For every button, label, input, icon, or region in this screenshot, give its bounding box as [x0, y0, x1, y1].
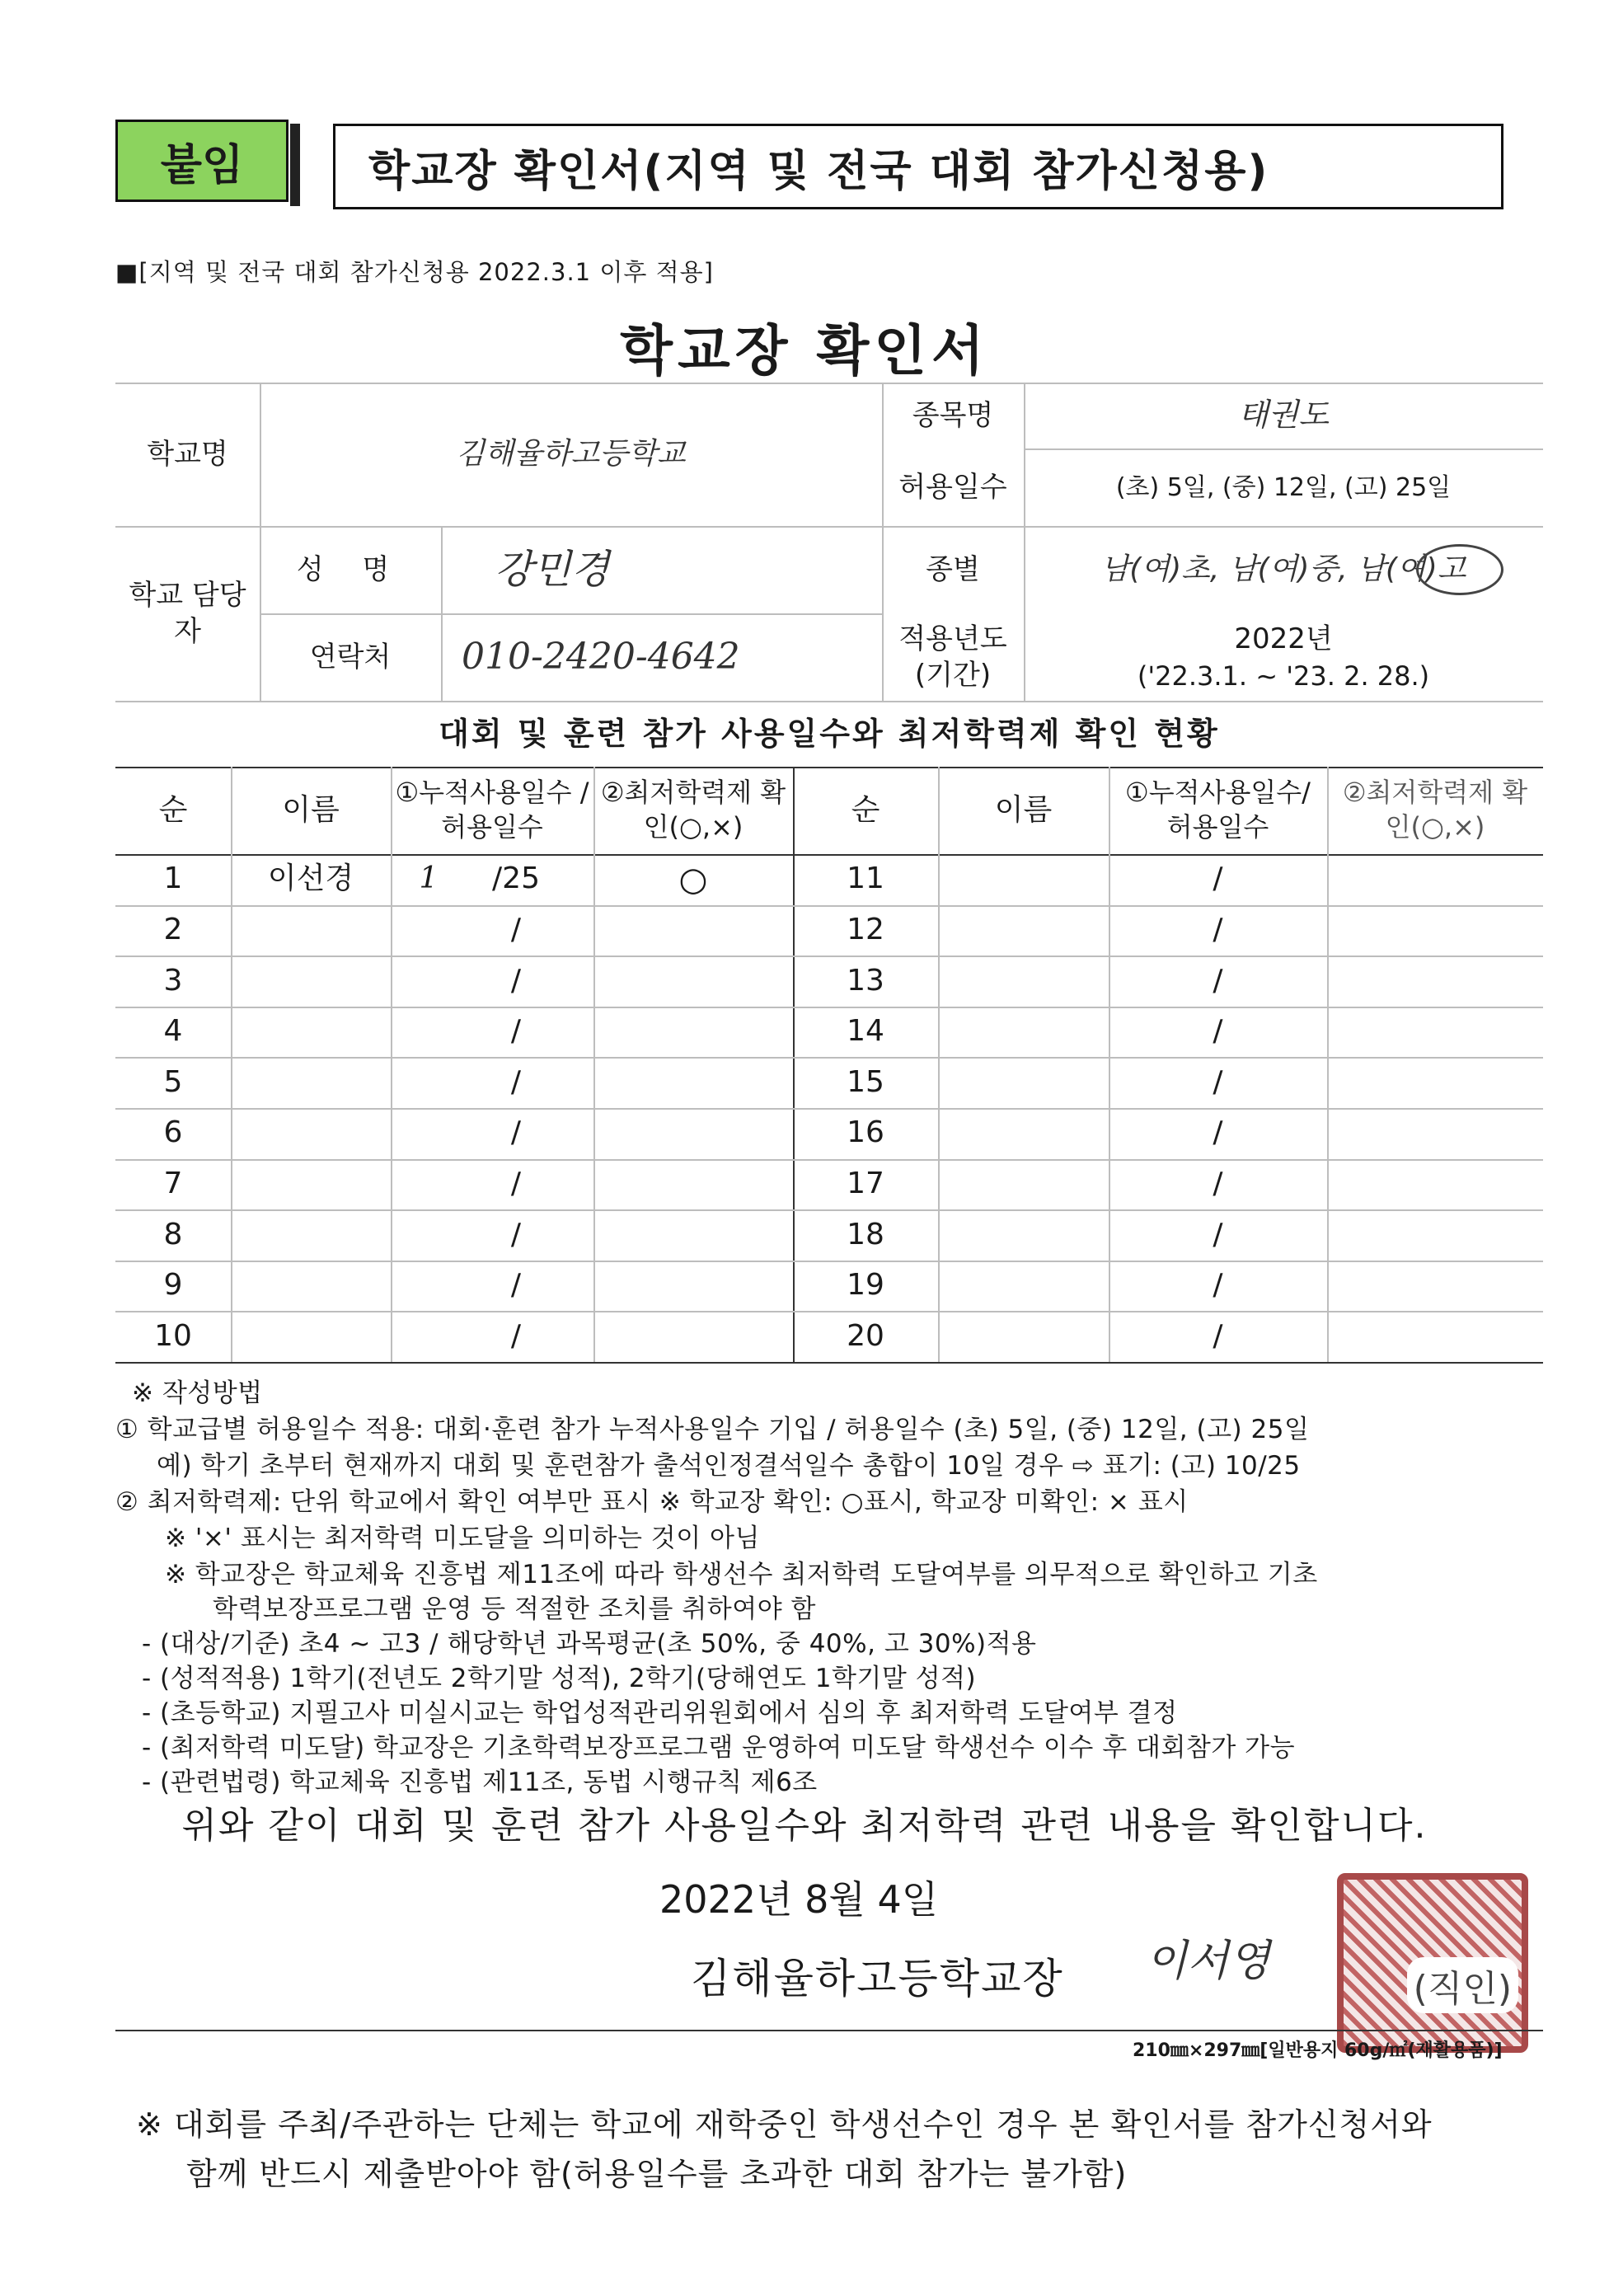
selection-circle: [1416, 544, 1503, 595]
row-allowed-days-right: /: [1213, 862, 1223, 896]
confirmation-date: 2022년 8월 4일: [659, 1877, 939, 1922]
info-vline: [441, 526, 443, 701]
footer-line-1: ※ 대회를 주최/주관하는 단체는 학교에 재학중인 학생선수인 경우 본 확인서를 참가신청서와: [136, 2106, 1433, 2143]
row-check: [593, 1261, 793, 1312]
row-name: [231, 955, 391, 1007]
col-header-check: ②최저학력제 확인(○,×): [600, 777, 786, 843]
col-header-num: 순: [158, 792, 188, 827]
row-num: 2: [163, 912, 183, 946]
contact-label: 연락처: [309, 640, 392, 674]
row-allowed-days-right: /: [1213, 1217, 1223, 1251]
row-name: [231, 1007, 391, 1058]
note-line-6: 학력보장프로그램 운영 등 적절한 조치를 취하여야 함: [213, 1594, 816, 1624]
note-line-5: ※ 학교장은 학교체육 진흥법 제11조에 따라 학생선수 최저학력 도달여부를 의무적으로 확인하고 기초: [165, 1560, 1318, 1589]
row-name: [231, 1261, 391, 1312]
row-used-days: [391, 1261, 467, 1312]
allowed-days-label: 허용일수: [898, 470, 1007, 504]
row-allowed-days-right: /: [1213, 1115, 1223, 1150]
row-allowed-days: /: [510, 1064, 522, 1099]
name-value: 강민경: [495, 546, 610, 593]
footer-line-2: 함께 반드시 제출받아야 함(허용일수를 초과한 대회 참가는 불가함): [186, 2156, 1128, 2192]
row-name: [231, 1159, 391, 1210]
row-allowed-days-right: /: [1213, 1014, 1223, 1049]
col-header-days: ①누적사용일수 /허용일수: [395, 777, 589, 843]
year-value: 2022년: [1234, 622, 1333, 655]
row-num: 7: [163, 1166, 183, 1200]
row-used-days: [391, 1057, 467, 1108]
note-line-9: - (초등학교) 지필고사 미실시교는 학업성적관리위원회에서 심의 후 최저학력 도달여부 결정: [142, 1698, 1178, 1728]
row-check: [593, 955, 793, 1007]
person-in-charge-label: 학교 담당자: [129, 578, 246, 648]
row-name: [231, 1057, 391, 1108]
row-allowed-days: /: [510, 1318, 522, 1353]
notes-heading: ※ 작성방법: [132, 1378, 263, 1408]
col-header-name-right: 이름: [994, 792, 1053, 827]
school-name-label: 학교명: [147, 437, 228, 471]
usage-vline: [1327, 767, 1329, 1362]
event-label: 종목명: [912, 398, 994, 432]
allowed-days-value: (초) 5일, (중) 12일, (고) 25일: [1115, 472, 1452, 502]
period-value: ('22.3.1. ~ '23. 2. 28.): [1137, 660, 1430, 693]
note-line-3: ② 최저학력제: 단위 학교에서 확인 여부만 표시 ※ 학교장 확인: ○표시, 학교장 미확인: × 표시: [115, 1487, 1189, 1517]
applies-notice: ■[지역 및 전국 대회 참가신청용 2022.3.1 이후 적용]: [115, 258, 714, 286]
signature-divider: [115, 2030, 1543, 2031]
row-name: [231, 1209, 391, 1261]
row-allowed-days: /: [510, 912, 522, 946]
row-check: ○: [678, 860, 708, 899]
row-name: [231, 1108, 391, 1159]
official-seal-icon: [1337, 1873, 1528, 2053]
attachment-badge: 붙임: [115, 120, 288, 202]
row-num-right: 17: [847, 1166, 884, 1200]
row-num-right: 12: [847, 912, 884, 946]
row-allowed-days: /25: [492, 862, 540, 896]
col-header-num-right: 순: [851, 792, 880, 827]
col-header-days-right: ①누적사용일수/ 허용일수: [1125, 777, 1311, 843]
row-num-right: 16: [847, 1115, 884, 1150]
row-check: [593, 1057, 793, 1108]
usage-table-title: 대회 및 훈련 참가 사용일수와 최저학력제 확인 현황: [439, 716, 1220, 753]
note-line-1: ① 학교급별 허용일수 적용: 대회·훈련 참가 누적사용일수 기입 / 허용일수 (초) 5일, (중) 12일, (고) 25일: [115, 1415, 1310, 1444]
contact-value: 010-2420-4642: [462, 636, 740, 678]
year-label: 적용년도 (기간): [898, 622, 1007, 692]
row-used-days: [391, 1108, 467, 1159]
row-allowed-days: /: [510, 1166, 522, 1200]
row-num-right: 15: [847, 1064, 884, 1099]
seal-label: (직인): [1407, 1957, 1518, 2013]
row-num-right: 20: [847, 1318, 884, 1353]
row-num-right: 19: [847, 1268, 884, 1303]
row-num: 9: [163, 1268, 183, 1303]
school-name-value: 김해율하고등학교: [456, 436, 686, 471]
row-allowed-days-right: /: [1213, 1318, 1223, 1353]
row-allowed-days-right: /: [1213, 912, 1223, 946]
row-name: [231, 1311, 391, 1362]
row-check: [593, 1209, 793, 1261]
row-name: 이선경: [267, 862, 354, 896]
principal-signature: 이서영: [1146, 1937, 1270, 1986]
row-allowed-days-right: /: [1213, 1064, 1223, 1099]
row-num: 1: [163, 862, 183, 896]
event-value: 태권도: [1237, 397, 1330, 434]
col-header-check-right: ②최저학력제 확인(○,×): [1342, 777, 1528, 843]
note-line-10: - (최저학력 미도달) 학교장은 기초학력보장프로그램 운영하여 미도달 학생선수 이수 후 대회참가 가능: [142, 1733, 1296, 1763]
note-line-11: - (관련법령) 학교체육 진흥법 제11조, 동법 시행규칙 제6조: [142, 1768, 818, 1797]
page-title: 학교장 확인서: [620, 319, 989, 383]
row-used-days: [391, 1311, 467, 1362]
note-line-4: ※ '×' 표시는 최저학력 미도달을 의미하는 것이 아님: [165, 1524, 760, 1553]
row-allowed-days: /: [510, 1115, 522, 1150]
note-line-2: 예) 학기 초부터 현재까지 대회 및 훈련참가 출석인정결석일수 총합이 10일 경우 ⇨ 표기: (고) 10/25: [157, 1451, 1301, 1481]
name-label: 성 명: [296, 552, 405, 586]
principal-title: 김해율하고등학교장: [691, 1955, 1064, 2003]
row-num: 10: [154, 1318, 192, 1353]
row-allowed-days: /: [510, 963, 522, 998]
row-allowed-days: /: [510, 1268, 522, 1303]
row-num: 3: [163, 963, 183, 998]
row-num: 8: [163, 1217, 183, 1251]
col-header-name: 이름: [282, 792, 340, 827]
row-used-days: [391, 1007, 467, 1058]
row-check: [593, 1108, 793, 1159]
document-header-title: 학교장 확인서(지역 및 전국 대회 참가신청용): [333, 124, 1503, 209]
row-allowed-days-right: /: [1213, 1166, 1223, 1200]
note-line-8: - (성적적용) 1학기(전년도 2학기말 성적), 2학기(당해연도 1학기말 성적): [142, 1664, 977, 1693]
category-label: 종별: [926, 552, 980, 586]
row-allowed-days-right: /: [1213, 963, 1223, 998]
row-allowed-days: /: [510, 1217, 522, 1251]
row-used-days: [391, 1159, 467, 1210]
row-allowed-days: /: [510, 1014, 522, 1049]
row-num-right: 13: [847, 963, 884, 998]
usage-vline: [938, 767, 940, 1362]
row-num-right: 14: [847, 1014, 884, 1049]
row-check: [593, 905, 793, 956]
row-num-right: 11: [847, 862, 884, 896]
confirmation-statement: 위와 같이 대회 및 훈련 참가 사용일수와 최저학력 관련 내용을 확인합니다.: [181, 1805, 1428, 1847]
row-name: [231, 905, 391, 956]
badge-shadow: [290, 124, 300, 206]
row-check: [593, 1159, 793, 1210]
row-allowed-days-right: /: [1213, 1268, 1223, 1303]
row-num: 5: [163, 1064, 183, 1099]
row-used-days: [391, 905, 467, 956]
row-used-days: 1: [419, 862, 439, 896]
category-value: 남(여)초, 남(여)중, 남(여)고: [1100, 552, 1466, 586]
info-border-bottom: [115, 701, 1543, 702]
usage-border-bottom: [115, 1362, 1543, 1364]
row-num: 4: [163, 1014, 183, 1049]
row-num: 6: [163, 1115, 183, 1150]
row-used-days: [391, 1209, 467, 1261]
row-check: [593, 1311, 793, 1362]
paper-spec: 210㎜×297㎜[일반용지 60g/㎡(재활용품)]: [1133, 2040, 1503, 2061]
row-used-days: [391, 955, 467, 1007]
row-num-right: 18: [847, 1217, 884, 1251]
note-line-7: - (대상/기준) 초4 ~ 고3 / 해당학년 과목평균(초 50%, 중 40%, 고 30%)적용: [142, 1629, 1037, 1659]
row-check: [593, 1007, 793, 1058]
